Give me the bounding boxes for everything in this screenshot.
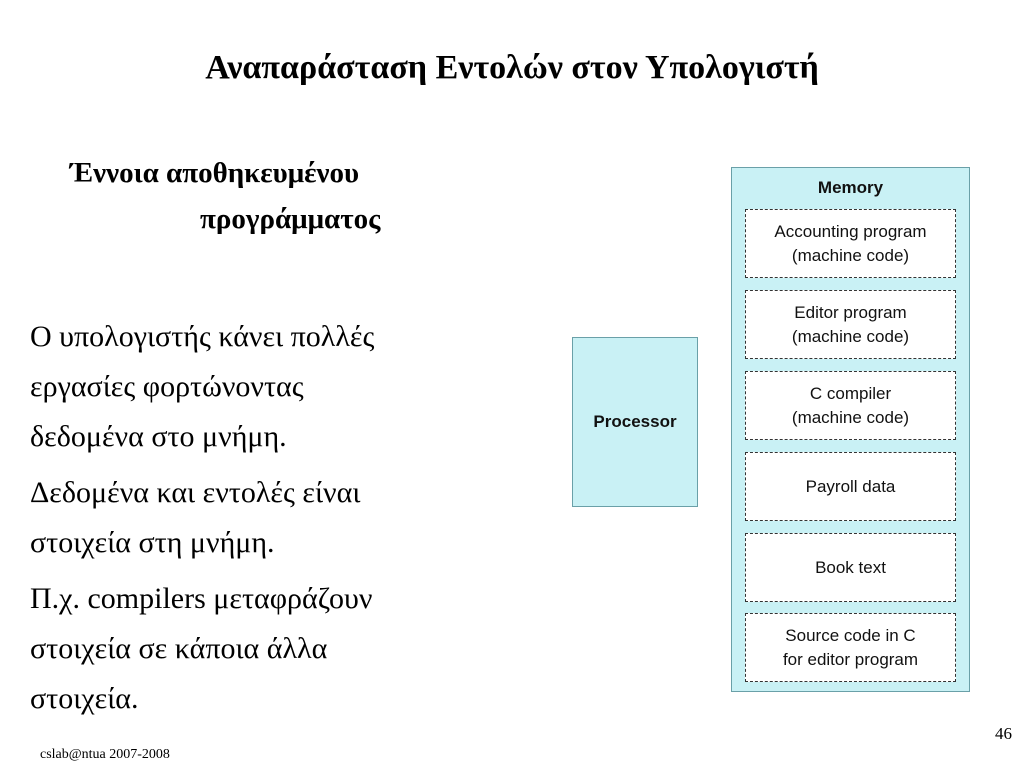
memory-block-book	[745, 533, 956, 602]
bullet-item	[30, 574, 540, 724]
page-number: 46	[995, 724, 1012, 743]
subtitle-line: προγράμματος	[200, 203, 381, 235]
memory-block-line: Payroll data	[805, 476, 896, 496]
memory-block-editor	[745, 290, 956, 359]
memory-box	[731, 167, 970, 692]
memory-block-line: for editor program	[782, 649, 919, 669]
memory-block-line: (machine code)	[791, 407, 910, 427]
bullet-list	[30, 312, 540, 730]
memory-block-payroll	[745, 452, 956, 521]
memory-label: Memory	[817, 178, 884, 197]
bullet-line: Π.χ. compilers μεταφράζουν	[30, 582, 373, 615]
memory-block-line: Accounting program	[774, 221, 927, 241]
processor-box	[572, 337, 698, 507]
bullet-line: εργασίες φορτώνοντας	[30, 370, 304, 403]
slide-title: Αναπαράσταση Εντολών στον Υπολογιστή	[205, 49, 819, 86]
memory-block-line: Source code in C	[785, 625, 916, 645]
memory-block-line: Editor program	[794, 302, 907, 322]
processor-label: Processor	[593, 412, 677, 431]
slide-subtitle	[70, 150, 530, 242]
memory-block-compiler	[745, 371, 956, 440]
bullet-line: στοιχεία στη μνήμη.	[30, 526, 275, 559]
subtitle-line: Έννοια αποθηκευμένου	[70, 157, 360, 189]
memory-block-source	[745, 613, 956, 682]
bullet-line: στοιχεία σε κάποια άλλα	[30, 632, 328, 665]
bullet-item	[30, 312, 540, 462]
bullet-item	[30, 468, 540, 568]
bullet-line: στοιχεία.	[30, 682, 139, 715]
slide-footer: cslab@ntua 2007-2008	[40, 747, 170, 762]
memory-block-line: Book text	[815, 557, 886, 577]
bullet-line: δεδομένα στο μνήμη.	[30, 420, 287, 453]
bullet-line: Ο υπολογιστής κάνει πολλές	[30, 320, 375, 353]
memory-block-accounting	[745, 209, 956, 278]
memory-block-line: C compiler	[809, 383, 892, 403]
memory-block-line: (machine code)	[791, 245, 910, 265]
memory-block-line: (machine code)	[791, 326, 910, 346]
bullet-line: Δεδομένα και εντολές είναι	[30, 476, 361, 509]
